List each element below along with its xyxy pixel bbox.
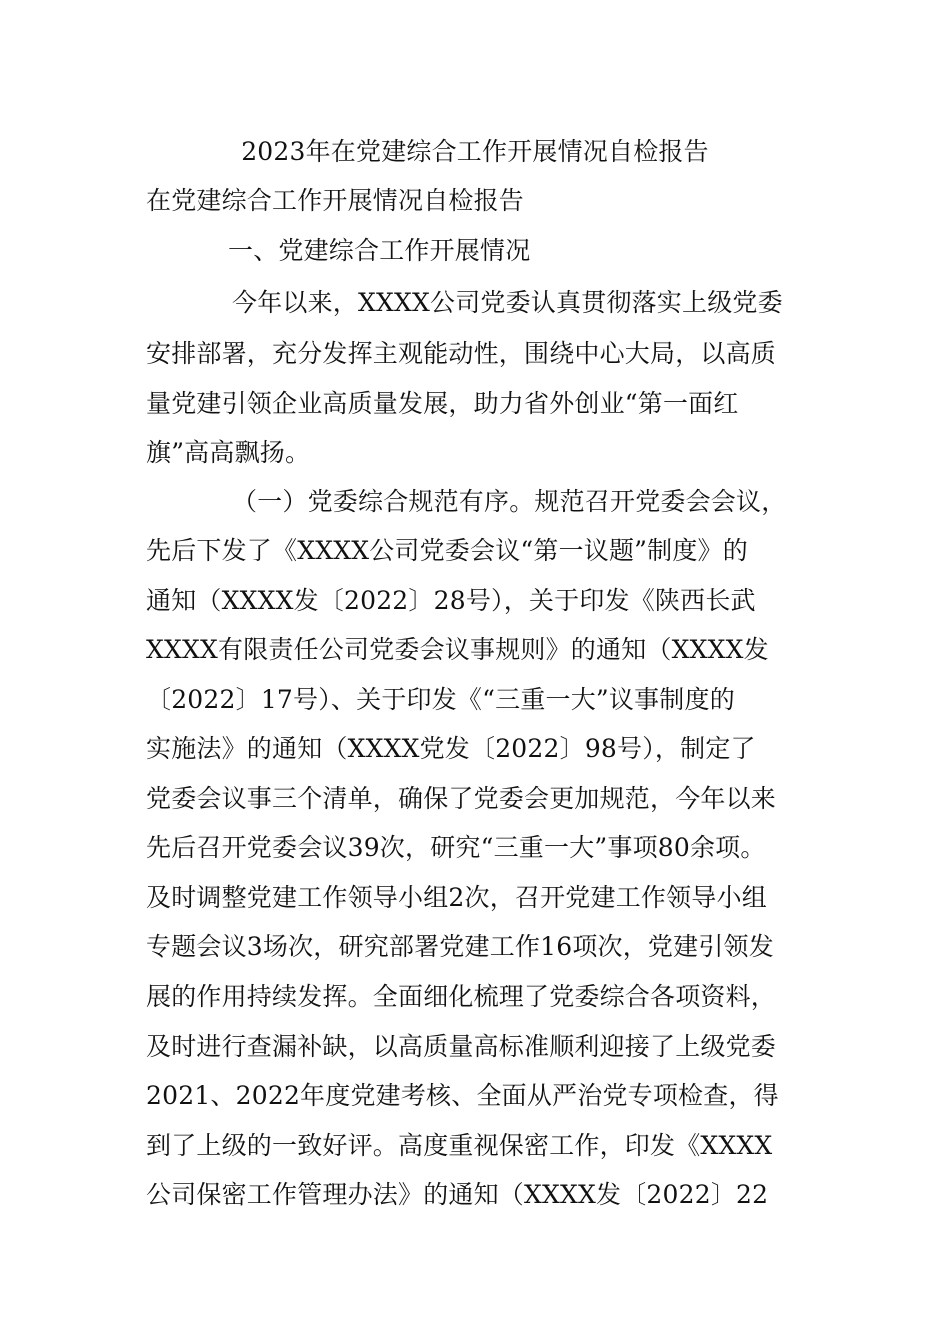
paragraph-line: 通知（XXXX发〔2022〕28号），关于印发《陕西长武 <box>146 586 756 615</box>
paragraph-line: 党委会议事三个清单，确保了党委会更加规范，今年以来 <box>146 784 777 813</box>
paragraph-line: 2021、2022年度党建考核、全面从严治党专项检查，得 <box>146 1081 779 1110</box>
paragraph-line: （一）党委综合规范有序。规范召开党委会会议， <box>232 487 787 516</box>
paragraph-line: 先后召开党委会议39次，研究“三重一大”事项80余项。 <box>146 833 766 862</box>
paragraph-line: 量党建引领企业高质量发展，助力省外创业“第一面红 <box>146 389 739 418</box>
paragraph-line: 先后下发了《XXXX公司党委会议“第一议题”制度》的 <box>146 536 748 565</box>
paragraph-line: 公司保密工作管理办法》的通知（XXXX发〔2022〕22 <box>146 1180 769 1209</box>
paragraph-line: 〔2022〕17号）、关于印发《“三重一大”议事制度的 <box>146 685 735 714</box>
paragraph-line: 及时调整党建工作领导小组2次，召开党建工作领导小组 <box>146 883 767 912</box>
paragraph-line: 展的作用持续发挥。全面细化梳理了党委综合各项资料， <box>146 982 777 1011</box>
document-subtitle: 在党建综合工作开展情况自检报告 <box>146 186 525 215</box>
paragraph-line: 实施法》的通知（XXXX党发〔2022〕98号），制定了 <box>146 734 756 763</box>
document-title: 2023年在党建综合工作开展情况自检报告 <box>241 137 709 166</box>
section-heading: 一、党建综合工作开展情况 <box>228 236 531 265</box>
paragraph-line: 到了上级的一致好评。高度重视保密工作，印发《XXXX <box>146 1131 773 1160</box>
paragraph-line: 旗”高高飘扬。 <box>146 438 311 467</box>
paragraph-line: 今年以来，XXXX公司党委认真贯彻落实上级党委 <box>232 288 783 317</box>
paragraph-line: XXXX有限责任公司党委会议事规则》的通知（XXXX发 <box>146 635 769 664</box>
paragraph-line: 专题会议3场次，研究部署党建工作16项次，党建引领发 <box>146 932 774 961</box>
paragraph-line: 及时进行查漏补缺，以高质量高标准顺利迎接了上级党委 <box>146 1032 777 1061</box>
paragraph-line: 安排部署，充分发挥主观能动性，围绕中心大局，以高质 <box>146 339 777 368</box>
